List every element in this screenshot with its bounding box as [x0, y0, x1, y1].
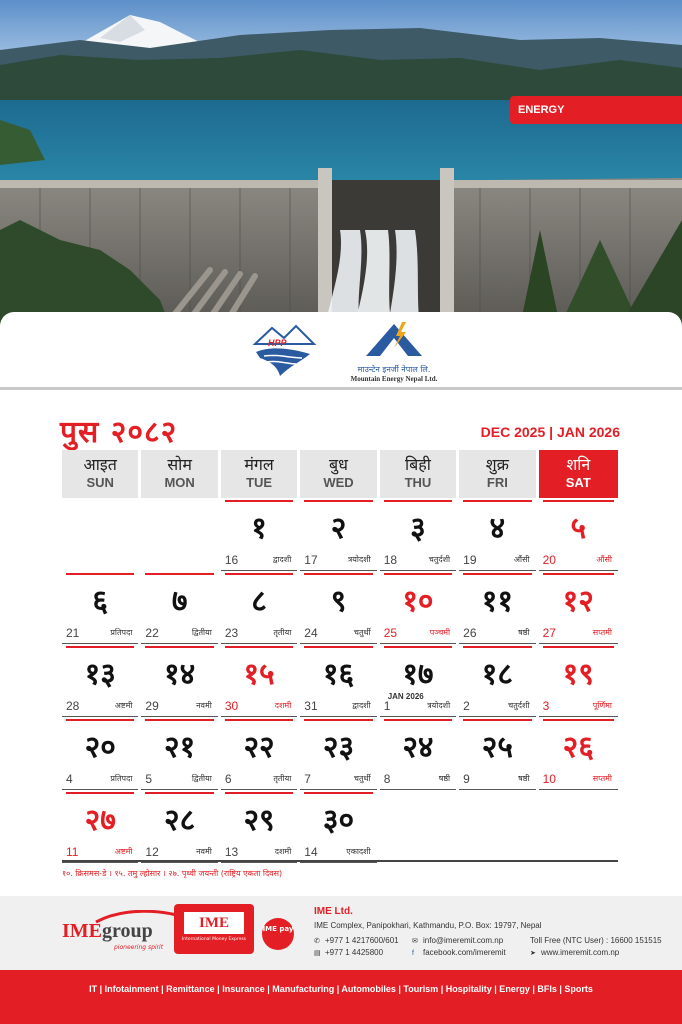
bs-date: २४ [402, 730, 434, 765]
cell-top-bar [304, 646, 372, 648]
day-cell [539, 498, 618, 571]
tithi: सप्तमी [592, 774, 612, 783]
company-name-english: Mountain Energy Nepal Ltd. [350, 375, 438, 383]
ad-date: 10 [542, 772, 556, 786]
cell-top-bar [304, 792, 372, 794]
day-cell [62, 571, 138, 644]
day-cell [539, 717, 618, 790]
cell-top-bar [304, 500, 372, 502]
logo-card [0, 312, 682, 390]
tithi: एकादशी [346, 847, 371, 856]
tithi: दशमी [274, 847, 292, 856]
day-cell [221, 644, 297, 717]
calendar-grid [62, 450, 618, 863]
address: IME Complex, Panipokhari, Kathmandu, P.O. Box: 19797, Nepal [314, 921, 542, 930]
bs-date: ६ [92, 584, 109, 619]
day-cell [459, 498, 535, 571]
cell-top-bar [543, 646, 614, 648]
bs-date: ७ [171, 584, 188, 619]
tithi: चतुर्दशी [508, 701, 530, 710]
tithi: त्रयोदशी [427, 701, 451, 710]
weekday-wed: बुध WED [300, 450, 376, 498]
cell-top-bar [145, 719, 213, 721]
empty-day-cell [380, 790, 456, 863]
bs-date: २ [330, 511, 347, 546]
day-cell [539, 644, 618, 717]
ad-date: 12 [145, 845, 159, 859]
cell-top-bar [145, 646, 213, 648]
bs-date: ३ [410, 511, 426, 546]
bs-date: ४ [489, 511, 506, 546]
ad-date: 8 [383, 772, 391, 786]
days-grid [62, 498, 618, 863]
day-cell [141, 717, 217, 790]
ad-date: 29 [145, 699, 159, 713]
ad-date: 2 [463, 699, 470, 713]
ad-date: 23 [224, 626, 239, 640]
day-cell [300, 571, 376, 644]
website[interactable]: www.imeremit.com.np [541, 948, 620, 957]
group-suffix: group [102, 920, 153, 942]
energy-tag: ENERGY [510, 96, 682, 124]
bs-date: २७ [84, 803, 116, 838]
cell-top-bar [384, 719, 452, 721]
weekday-header [62, 450, 618, 498]
tithi: तृतीया [273, 628, 292, 637]
cell-top-bar [543, 500, 614, 502]
day-cell [141, 790, 217, 863]
tithi: दशमी [274, 701, 292, 710]
holiday-note: १०. क्रिसमस-डे । १५. तमु ल्होसार । २७. पृथ्वी जयन्ती (राष्ट्रिय एकता दिवस) [62, 869, 283, 878]
weekday-sat: शनि SAT [539, 450, 618, 498]
weekday-mon: सोम MON [141, 450, 217, 498]
email[interactable]: info@imeremit.com.np [423, 936, 504, 945]
empty-day-cell [459, 790, 535, 863]
ad-date: 14 [304, 845, 318, 859]
tithi: प्रतिपदा [110, 774, 133, 783]
bs-date: ९ [330, 584, 347, 619]
ad-date: 30 [224, 699, 239, 713]
day-cell [141, 571, 217, 644]
cell-top-bar [225, 646, 293, 648]
tithi: पञ्चमी [429, 628, 451, 637]
cell-top-bar [225, 500, 293, 502]
tithi: सप्तमी [592, 628, 612, 637]
tithi: द्वितीया [191, 628, 212, 637]
address-block [314, 906, 542, 930]
cell-top-bar [384, 500, 452, 502]
cell-top-bar [463, 573, 531, 575]
cell-top-bar [66, 719, 134, 721]
day-cell [62, 717, 138, 790]
tithi: द्वादशी [352, 701, 371, 710]
tithi: षष्ठी [438, 774, 451, 783]
email-icon: ✉ [412, 938, 418, 945]
group-name: IME [62, 920, 102, 942]
bs-date: १ [251, 511, 267, 546]
hero-image [0, 0, 682, 326]
bs-date: १९ [562, 657, 594, 692]
day-cell [459, 717, 535, 790]
bs-date: २५ [481, 730, 513, 765]
english-months: DEC 2025 | JAN 2026 [480, 424, 620, 440]
day-cell [221, 571, 297, 644]
tithi: पूर्णिमा [592, 701, 612, 710]
ad-date: 4 [66, 772, 73, 786]
ime-pay-logo: IME pay [262, 918, 294, 950]
cell-top-bar [384, 573, 452, 575]
tithi: नवमी [196, 701, 212, 710]
day-cell [300, 498, 376, 571]
cell-top-bar [66, 573, 134, 575]
day-cell [221, 790, 297, 863]
cell-top-bar [463, 646, 531, 648]
tithi: औंसी [513, 555, 530, 564]
cell-top-bar [145, 792, 213, 794]
bs-date: ३० [322, 803, 355, 838]
cell-top-bar [463, 500, 531, 502]
day-cell [221, 498, 297, 571]
bs-date: २१ [164, 730, 196, 765]
empty-day-cell [539, 790, 618, 863]
bs-date: १६ [322, 657, 355, 692]
cell-top-bar [543, 719, 614, 721]
day-cell [380, 571, 456, 644]
tithi: औंसी [596, 555, 612, 564]
group-tagline: pioneering spirit [114, 944, 164, 951]
day-cell [141, 644, 217, 717]
tithi: नवमी [196, 847, 212, 856]
bs-date: १८ [481, 657, 513, 692]
cell-top-bar [66, 792, 134, 794]
mountain-energy-logo [344, 320, 444, 386]
ad-date: 22 [145, 626, 159, 640]
bs-date: ५ [570, 511, 587, 546]
facebook[interactable]: facebook.com/imeremit [423, 948, 506, 957]
ad-date: 21 [66, 626, 80, 640]
cell-top-bar [225, 792, 293, 794]
hpp-logo-icon [250, 322, 320, 384]
ad-date: 18 [383, 553, 398, 567]
ad-month-label: JAN 2026 [387, 692, 424, 701]
cursor-icon: ➤ [530, 950, 536, 957]
bs-date: २२ [243, 730, 275, 765]
bs-date: १२ [562, 584, 594, 619]
day-cell [380, 717, 456, 790]
bs-date: १३ [84, 657, 116, 692]
ad-date: 19 [463, 553, 477, 567]
month-title: पुस २०८२ [60, 415, 178, 450]
bs-date: २९ [243, 803, 275, 838]
tithi: षष्ठी [518, 628, 530, 637]
ime-logo [174, 904, 254, 954]
cell-top-bar [145, 573, 213, 575]
svg-text:HPP: HPP [268, 338, 287, 348]
bs-date: २० [84, 730, 116, 765]
cell-top-bar [543, 573, 614, 575]
day-cell [380, 498, 456, 571]
weekday-thu: बिही THU [380, 450, 456, 498]
bs-date: १० [402, 584, 434, 619]
tithi: द्वितीया [191, 774, 212, 783]
bs-date: १५ [243, 657, 275, 692]
toll-free: Toll Free (NTC User) : 16600 151515 [530, 936, 662, 945]
footer [0, 896, 682, 970]
tithi: चतुर्थी [353, 628, 371, 637]
bs-date: १७ [402, 657, 434, 692]
day-cell [62, 790, 138, 863]
weekday-tue: मंगल TUE [221, 450, 297, 498]
ad-date: 6 [224, 772, 232, 786]
facebook-icon: f [412, 950, 414, 957]
bs-date: २३ [322, 730, 355, 765]
tithi: षष्ठी [518, 774, 530, 783]
ad-date: 28 [66, 699, 80, 713]
tithi: द्वादशी [272, 555, 292, 564]
day-cell [380, 644, 456, 717]
grid-bottom-line [62, 860, 618, 862]
ime-logo-sub: International Money Express [181, 937, 247, 942]
fax-icon: ▤ [314, 950, 321, 957]
cell-top-bar [304, 573, 372, 575]
ad-date: 13 [224, 845, 239, 859]
tithi: तृतीया [273, 774, 292, 783]
bs-date: ८ [251, 584, 267, 619]
bs-date: ११ [481, 584, 513, 619]
ad-date: 31 [304, 699, 318, 713]
day-cell [459, 644, 535, 717]
weekday-sun: आइत SUN [62, 450, 138, 498]
empty-day-cell [62, 498, 138, 571]
phone-icon: ✆ [314, 938, 320, 945]
day-cell [300, 717, 376, 790]
cell-top-bar [463, 719, 531, 721]
bs-date: २८ [164, 803, 196, 838]
ad-date: 3 [542, 699, 550, 713]
cell-top-bar [225, 573, 293, 575]
ime-logo-text: IME [184, 912, 244, 934]
empty-day-cell [141, 498, 217, 571]
company-name-nepali: माउन्टेन इनर्जी नेपाल लि. [357, 365, 431, 374]
day-cell [300, 644, 376, 717]
ad-date: 5 [145, 772, 153, 786]
sectors-bar: IT | Infotainment | Remittance | Insurance | Manufacturing | Automobiles | Tourism | Hospitality | Energy | BFIs | Sports [0, 970, 682, 1024]
day-cell [221, 717, 297, 790]
ad-date: 11 [66, 845, 79, 859]
ad-date: 7 [304, 772, 311, 786]
phone: +977 1 4217600/601 [325, 936, 399, 945]
ad-date: 17 [304, 553, 318, 567]
ad-date: 26 [463, 626, 477, 640]
ad-date: 27 [542, 626, 556, 640]
tithi: चतुर्दशी [428, 555, 451, 564]
mountain-energy-icon [364, 320, 424, 358]
fax: +977 1 4425800 [325, 948, 384, 957]
day-cell [300, 790, 376, 863]
cell-top-bar [225, 719, 293, 721]
tithi: प्रतिपदा [110, 628, 133, 637]
ad-date: 1 [383, 699, 391, 713]
ime-group-logo [62, 910, 172, 956]
ad-date: 9 [463, 772, 470, 786]
bs-date: २६ [562, 730, 594, 765]
company-name: IME Ltd. [314, 906, 353, 917]
cell-top-bar [66, 646, 134, 648]
day-cell [539, 571, 618, 644]
tithi: चतुर्थी [353, 774, 371, 783]
tithi: अष्टमी [114, 847, 133, 856]
weekday-fri: शुक्र FRI [459, 450, 535, 498]
ad-date: 25 [383, 626, 398, 640]
tithi: त्रयोदशी [347, 555, 371, 564]
ad-date: 24 [304, 626, 318, 640]
day-cell [459, 571, 535, 644]
day-cell [62, 644, 138, 717]
bs-date: १४ [164, 657, 196, 692]
tithi: अष्टमी [114, 701, 133, 710]
cell-top-bar [384, 646, 452, 648]
cell-top-bar [304, 719, 372, 721]
ad-date: 16 [224, 553, 239, 567]
ad-date: 20 [542, 553, 556, 567]
